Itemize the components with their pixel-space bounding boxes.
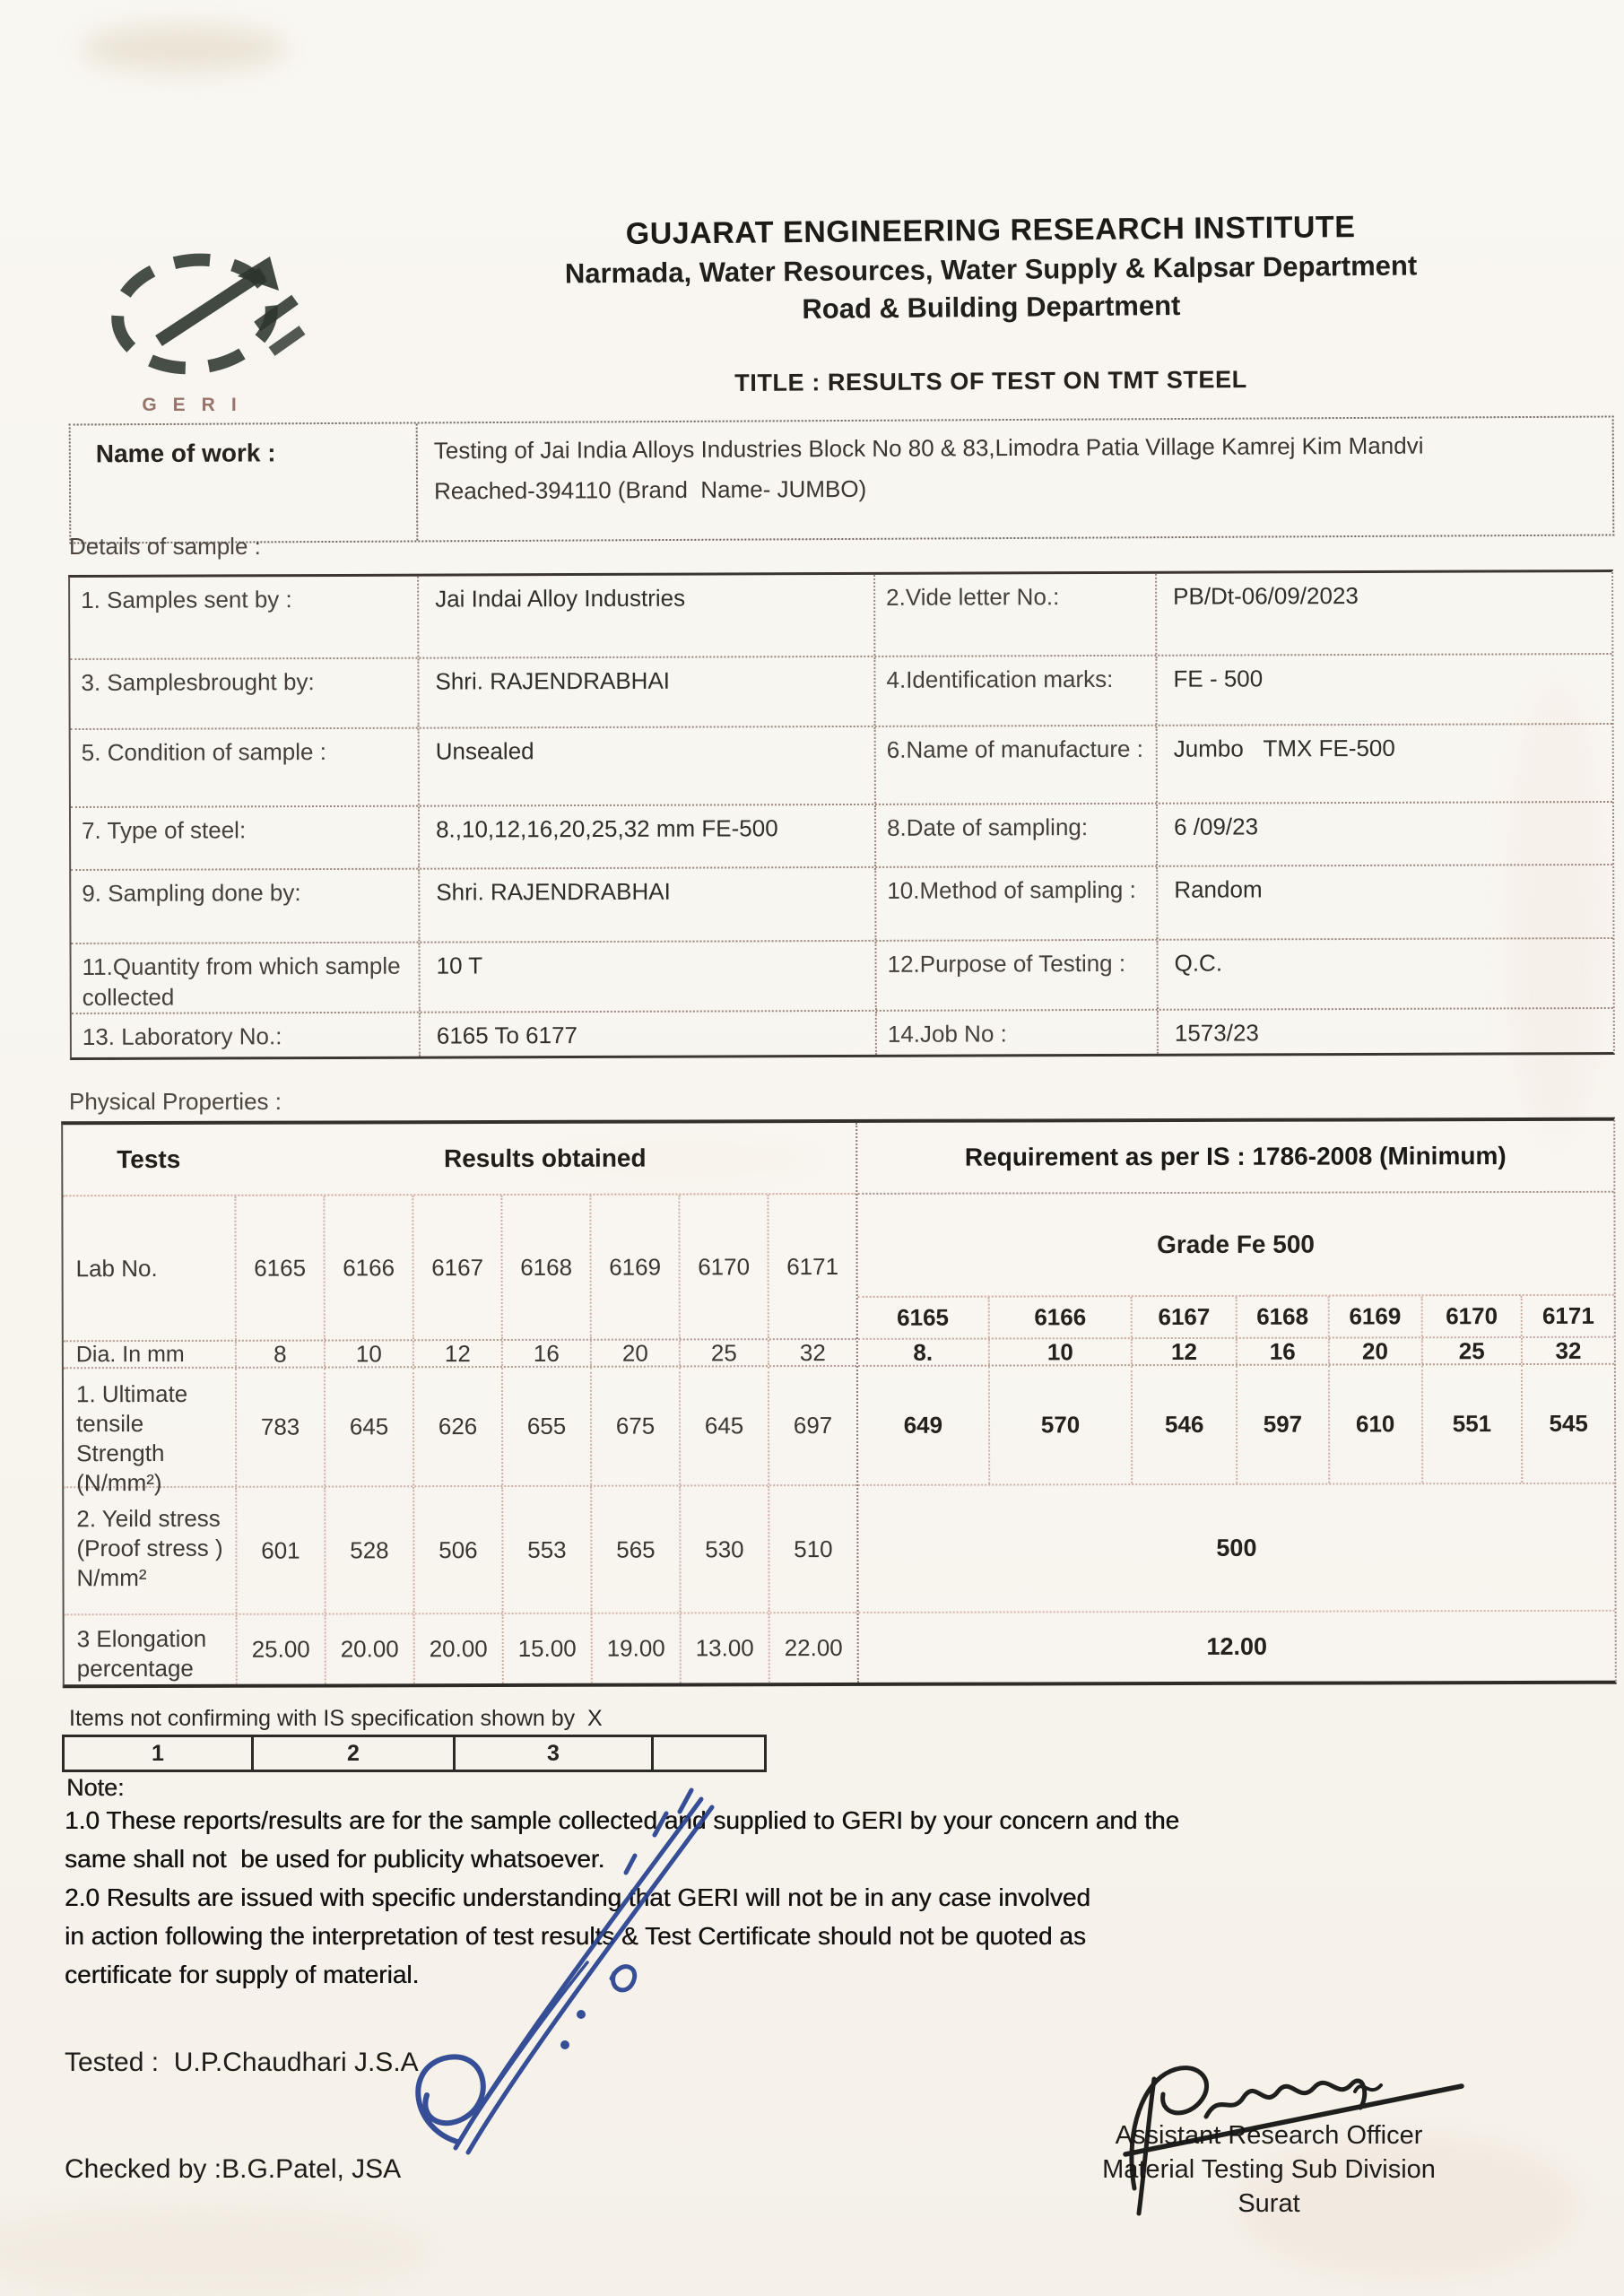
lab-no-cell: 6169: [589, 1195, 678, 1338]
elongation-row: [65, 1613, 857, 1684]
geri-logo-caption: GERI: [142, 395, 253, 415]
yield-values: [235, 1486, 856, 1613]
req-dia-cell: 8.: [913, 1338, 934, 1366]
uts-label: 1. Ultimate tensile Strength (N/mm²): [75, 1379, 188, 1497]
detail-value: 10 T: [418, 942, 874, 1012]
req-lab-no-cell: 6166: [987, 1297, 1131, 1337]
note-line: same shall not be used for publicity whatsoever.: [65, 1845, 605, 1873]
dia-cell: 25: [679, 1340, 768, 1365]
name-of-work-box: [69, 415, 1615, 544]
department-line-1: Narmada, Water Resources, Water Supply & Kalpsar Department: [564, 249, 1418, 290]
detail-label: 2.Vide letter No.:: [873, 574, 1155, 656]
uts-values: [235, 1367, 856, 1486]
lab-no-cell: 6167: [412, 1196, 500, 1339]
dia-cell: 12: [413, 1341, 501, 1366]
req-lab-no-cell: 6170: [1420, 1296, 1521, 1336]
requirement-header-row: [857, 1121, 1613, 1195]
detail-label: 8.Date of sampling:: [874, 804, 1156, 866]
items-not-confirming-table: [62, 1735, 767, 1772]
detail-value: Unsealed: [418, 727, 874, 805]
req-dia-cell: 25: [1420, 1338, 1521, 1363]
detail-label: 1. Samples sent by :: [81, 586, 292, 613]
table-row: [71, 939, 1612, 1014]
detail-value: 1573/23: [1157, 1009, 1613, 1054]
yield-result-cell: 553: [501, 1487, 590, 1613]
dia-cell: 20: [590, 1340, 679, 1365]
department-line-2: Road & Building Department: [802, 289, 1181, 326]
detail-value: 6 /09/23: [1156, 803, 1612, 865]
table-row: [70, 655, 1611, 730]
requirement-yield-row: [858, 1484, 1614, 1613]
yield-result-cell: 565: [590, 1486, 679, 1612]
checked-by-line: Checked by :B.G.Patel, JSA: [65, 2154, 402, 2184]
requirement-lab-nos: [858, 1296, 1614, 1338]
dia-values: [235, 1340, 856, 1367]
detail-label: 5. Condition of sample :: [81, 738, 326, 766]
req-uts-cell: 597: [1236, 1366, 1328, 1483]
note-line: certificate for supply of material.: [65, 1961, 420, 1988]
lab-no-label: Lab No.: [75, 1254, 158, 1282]
req-uts-cell: 610: [1328, 1365, 1421, 1483]
req-uts-cell: 551: [1420, 1365, 1521, 1483]
elongation-result-cell: 25.00: [236, 1615, 325, 1684]
dia-cell: 8: [235, 1342, 324, 1367]
detail-value: FE - 500: [1155, 655, 1611, 725]
officer-signature-block: [1058, 2118, 1480, 2221]
uts-result-cell: 626: [413, 1368, 501, 1485]
tests-column-header: Tests: [117, 1144, 181, 1174]
req-lab-no-cell: 6168: [1236, 1297, 1328, 1337]
lab-no-cell: 6166: [323, 1196, 412, 1339]
detail-label: 11.Quantity from which sample collected: [82, 952, 401, 1011]
uts-result-cell: 675: [590, 1367, 679, 1484]
name-of-work-line1: Testing of Jai India Alloys Industries Block No 80 & 83,Limodra Patia Village Kamrej Kim Mandvi: [433, 431, 1424, 465]
uts-result-cell: 645: [324, 1368, 413, 1485]
dia-cell: 16: [501, 1341, 590, 1366]
items-not-confirming-note: Items not confirming with IS specification shown by X: [69, 1706, 603, 1731]
items-cell: 2: [251, 1737, 453, 1770]
yield-label: 2. Yeild stress (Proof stress ) N/mm²: [76, 1504, 223, 1592]
items-cell: 1: [152, 1740, 164, 1766]
geri-logo: [94, 244, 327, 432]
items-cell: [651, 1737, 759, 1770]
detail-label: 12.Purpose of Testing :: [874, 941, 1156, 1010]
req-dia-cell: 12: [1131, 1339, 1236, 1364]
scan-smudge: [81, 25, 287, 72]
detail-value: Shri. RAJENDRABHAI: [417, 657, 873, 727]
detail-value: 8.,10,12,16,20,25,32 mm FE-500: [418, 805, 874, 868]
elongation-result-cell: 13.00: [680, 1613, 769, 1683]
req-lab-no-cell: 6171: [1521, 1296, 1614, 1336]
results-column-header: Results obtained: [443, 1144, 647, 1173]
requirement-uts-values: [858, 1365, 1614, 1484]
table-header-row: [63, 1123, 855, 1196]
details-of-sample-table: [68, 570, 1615, 1060]
institute-name: GUJARAT ENGINEERING RESEARCH INSTITUTE: [625, 210, 1356, 251]
detail-value: Jai Indai Alloy Industries: [417, 575, 873, 657]
uts-result-cell: 655: [501, 1368, 590, 1485]
requirement-dia-row: [858, 1338, 1614, 1367]
detail-label: 4.Identification marks:: [873, 657, 1155, 726]
dia-row: [64, 1340, 856, 1369]
requirement-elongation-value: 12.00: [1206, 1632, 1268, 1660]
elongation-values: [236, 1613, 857, 1684]
report-title: TITLE : RESULTS OF TEST ON TMT STEEL: [734, 366, 1247, 396]
grade-row: [857, 1193, 1613, 1298]
detail-value: Jumbo TMX FE-500: [1156, 725, 1612, 803]
lab-no-cell: 6168: [500, 1196, 589, 1339]
yield-result-cell: 510: [768, 1486, 856, 1612]
requirement-elongation-row: [859, 1612, 1615, 1683]
req-lab-no-cell: 6165: [897, 1303, 950, 1331]
elongation-result-cell: 20.00: [325, 1614, 413, 1683]
req-uts-cell: 570: [988, 1366, 1132, 1483]
req-dia-cell: 20: [1328, 1338, 1421, 1363]
elongation-result-cell: 22.00: [769, 1613, 857, 1683]
requirement-dia-values: [858, 1338, 1614, 1365]
elongation-result-cell: 20.00: [413, 1614, 502, 1683]
lab-no-row: [63, 1195, 855, 1342]
officer-division: Material Testing Sub Division: [1102, 2155, 1436, 2184]
yield-result-cell: 528: [324, 1487, 413, 1613]
req-lab-no-cell: 6169: [1327, 1296, 1420, 1336]
detail-label: 3. Samplesbrought by:: [81, 668, 315, 696]
note-line: 2.0 Results are issued with specific understanding that GERI will not be in any case involved: [65, 1883, 1090, 1911]
requirement-uts-row: [858, 1365, 1614, 1486]
name-of-work-line2: Reached-394110 (Brand Name- JUMBO): [433, 474, 867, 505]
req-lab-no-cell: 6167: [1131, 1297, 1236, 1337]
details-of-sample-heading: Details of sample :: [69, 533, 261, 560]
physical-properties-table: [61, 1118, 1617, 1689]
officer-designation: Assistant Research Officer: [1115, 2121, 1423, 2150]
table-row: [71, 803, 1612, 871]
lab-no-cell: 6171: [767, 1195, 855, 1338]
physical-properties-heading: Physical Properties :: [69, 1088, 282, 1115]
detail-label: 13. Laboratory No.:: [82, 1022, 282, 1050]
requirement-lab-no-row: [858, 1296, 1614, 1340]
elongation-result-cell: 15.00: [502, 1614, 591, 1683]
officer-location: Surat: [1238, 2189, 1300, 2218]
scan-smudge: [0, 2206, 430, 2296]
name-of-work-value: [420, 418, 1612, 512]
detail-label: 9. Sampling done by:: [82, 879, 301, 907]
req-uts-cell: 546: [1131, 1366, 1236, 1483]
elongation-result-cell: 19.00: [591, 1613, 680, 1683]
detail-value: Random: [1156, 865, 1612, 939]
dia-cell: 10: [324, 1341, 413, 1366]
uts-result-cell: 645: [679, 1367, 768, 1484]
note-line: 1.0 These reports/results are for the sample collected and supplied to GERI by your concern and the: [65, 1806, 1180, 1834]
detail-value: Shri. RAJENDRABHAI: [418, 868, 874, 942]
detail-value: Q.C.: [1156, 939, 1612, 1009]
dia-label: Dia. In mm: [75, 1341, 185, 1367]
req-dia-cell: 10: [987, 1339, 1131, 1364]
req-uts-cell: 649: [903, 1411, 943, 1439]
requirement-column-header: Requirement as per IS : 1786-2008 (Minimum): [964, 1142, 1507, 1171]
req-dia-cell: 32: [1521, 1338, 1614, 1363]
elongation-label: 3 Elongation percentage: [76, 1624, 207, 1683]
yield-row: [64, 1486, 856, 1615]
lab-no-cell: 6170: [678, 1195, 767, 1338]
yield-result-cell: 601: [235, 1488, 324, 1613]
results-section: [63, 1123, 857, 1684]
detail-label: 7. Type of steel:: [82, 816, 247, 844]
lab-no-cell: 6165: [234, 1196, 323, 1340]
yield-result-cell: 506: [413, 1487, 501, 1613]
note-line: in action following the interpretation of test results & Test Certificate should not be quoted as: [65, 1922, 1086, 1950]
uts-result-cell: 697: [768, 1367, 856, 1484]
requirement-yield-value: 500: [1216, 1534, 1257, 1561]
tested-by-line: Tested : U.P.Chaudhari J.S.A: [65, 2048, 419, 2077]
requirement-section: [855, 1121, 1615, 1683]
uts-row: [64, 1367, 856, 1497]
lab-no-values: [234, 1195, 855, 1340]
uts-result-cell: 783: [235, 1369, 324, 1486]
detail-label: 10.Method of sampling :: [874, 867, 1156, 940]
req-uts-cell: 545: [1521, 1365, 1614, 1483]
letterhead: [394, 208, 1587, 330]
items-cell: 3: [453, 1737, 651, 1770]
table-row: [72, 1009, 1613, 1057]
table-row: [71, 725, 1612, 808]
detail-value: 6165 To 6177: [419, 1012, 875, 1057]
note-heading: Note:: [66, 1774, 125, 1801]
detail-label: 6.Name of manufacture :: [874, 726, 1156, 804]
table-row: [71, 865, 1612, 944]
yield-result-cell: 530: [679, 1486, 768, 1612]
grade-label: Grade Fe 500: [1157, 1230, 1316, 1258]
dia-cell: 32: [768, 1340, 856, 1365]
name-of-work-label: Name of work :: [71, 423, 419, 542]
table-row: [70, 572, 1611, 660]
detail-label: 14.Job No :: [875, 1011, 1157, 1055]
note-body: [65, 1801, 1356, 1994]
req-dia-cell: 16: [1236, 1339, 1328, 1364]
detail-value: PB/Dt-06/09/2023: [1155, 572, 1611, 655]
